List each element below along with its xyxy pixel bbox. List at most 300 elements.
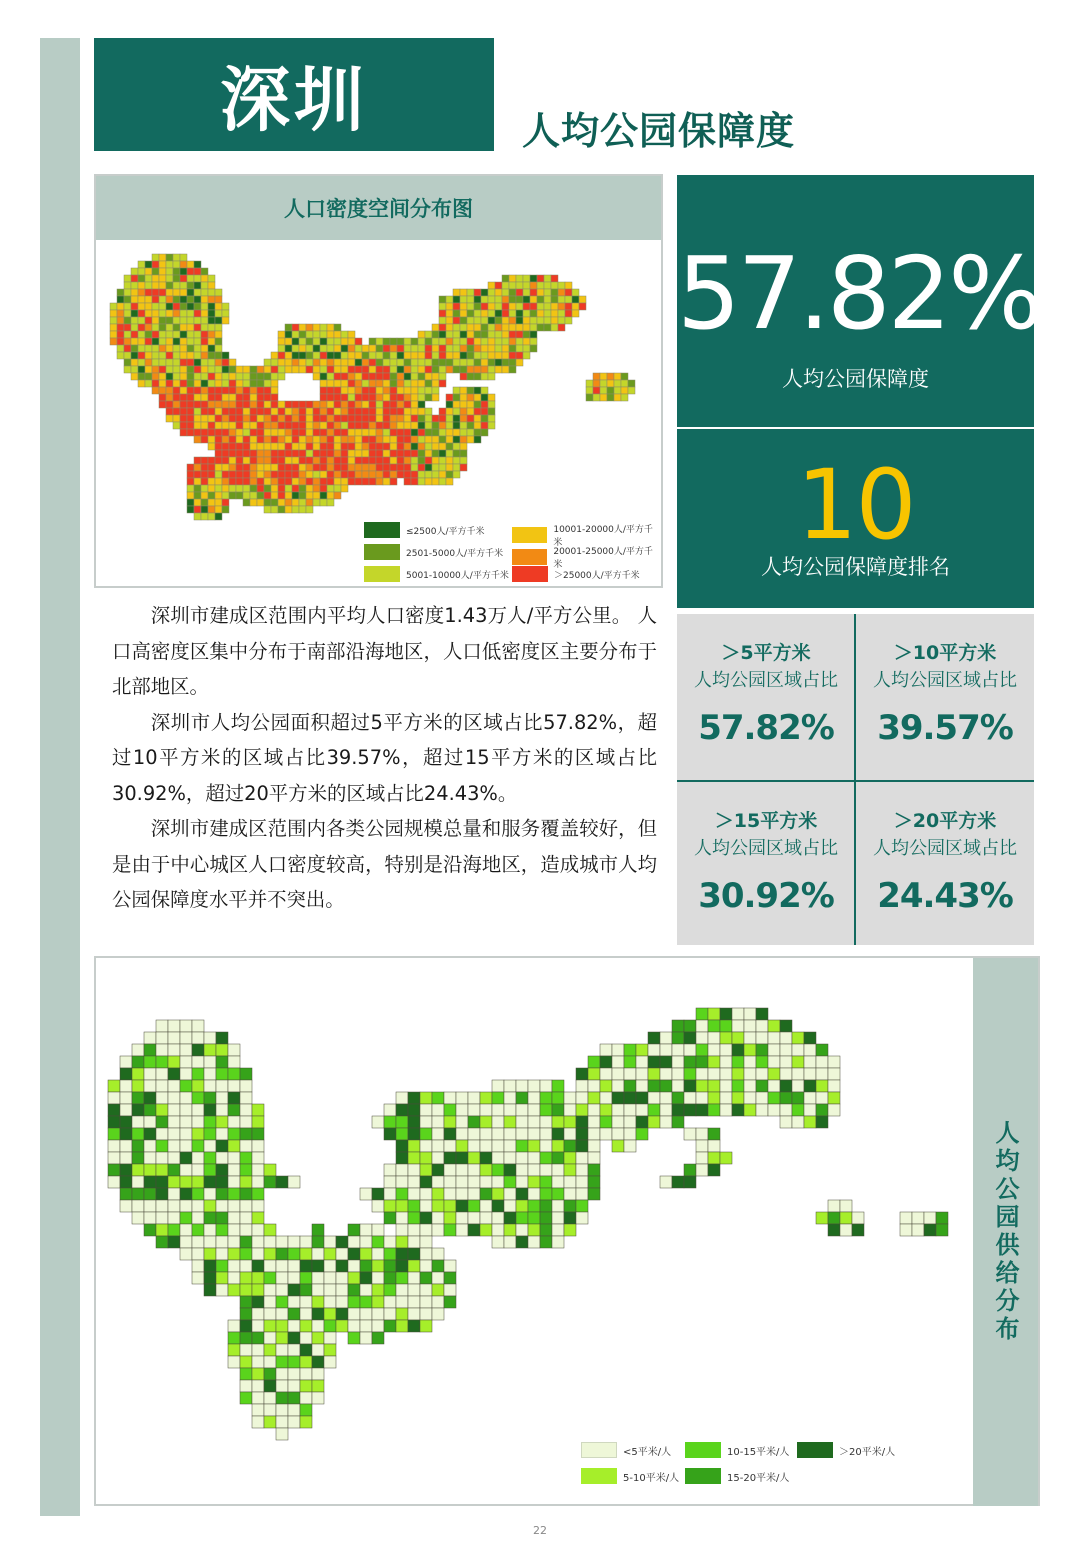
map-cell [588, 1176, 600, 1188]
map-cell [624, 1104, 636, 1116]
map-cell [840, 1212, 852, 1224]
map-cell [194, 492, 201, 499]
map-cell [418, 408, 425, 415]
map-cell [292, 422, 299, 429]
map-cell [222, 492, 229, 499]
map-cell [708, 1020, 720, 1032]
map-cell [362, 373, 369, 380]
map-cell [912, 1212, 924, 1224]
map-cell [481, 422, 488, 429]
map-cell [528, 1128, 540, 1140]
map-cell [384, 1236, 396, 1248]
map-cell [180, 1092, 192, 1104]
map-cell [756, 1104, 768, 1116]
map-cell [334, 492, 341, 499]
map-cell [453, 352, 460, 359]
map-cell [222, 408, 229, 415]
map-cell [194, 352, 201, 359]
map-cell [156, 1080, 168, 1092]
map-cell [468, 1224, 480, 1236]
map-cell [444, 1272, 456, 1284]
map-cell [780, 1056, 792, 1068]
map-cell [453, 457, 460, 464]
map-cell [152, 275, 159, 282]
map-cell [744, 1044, 756, 1056]
map-cell [240, 1248, 252, 1260]
map-cell [341, 380, 348, 387]
map-cell [453, 366, 460, 373]
map-cell [383, 471, 390, 478]
map-cell [216, 1140, 228, 1152]
map-cell [222, 443, 229, 450]
map-cell [271, 366, 278, 373]
map-cell [216, 1068, 228, 1080]
map-cell [313, 499, 320, 506]
map-cell [672, 1020, 684, 1032]
map-cell [159, 324, 166, 331]
map-cell [530, 345, 537, 352]
map-cell [336, 1296, 348, 1308]
map-cell [360, 1320, 372, 1332]
map-cell [432, 422, 439, 429]
map-cell [299, 408, 306, 415]
map-cell [492, 1236, 504, 1248]
map-cell [180, 1200, 192, 1212]
map-cell [446, 408, 453, 415]
map-cell [537, 275, 544, 282]
map-cell [467, 401, 474, 408]
map-cell [492, 1080, 504, 1092]
map-cell [229, 471, 236, 478]
map-cell [320, 401, 327, 408]
map-cell [192, 1188, 204, 1200]
map-cell [528, 1104, 540, 1116]
map-cell [425, 436, 432, 443]
map-cell [588, 1164, 600, 1176]
map-cell [460, 331, 467, 338]
map-cell [194, 422, 201, 429]
map-cell [576, 1104, 588, 1116]
map-cell [194, 464, 201, 471]
map-cell [278, 401, 285, 408]
map-cell [444, 1200, 456, 1212]
map-cell [324, 1272, 336, 1284]
map-cell [278, 359, 285, 366]
map-cell [250, 380, 257, 387]
map-cell [228, 1248, 240, 1260]
map-cell [194, 478, 201, 485]
map-cell [240, 1128, 252, 1140]
map-cell [252, 1224, 264, 1236]
map-cell [192, 1128, 204, 1140]
map-cell [292, 401, 299, 408]
supply-map-side-label [973, 958, 1038, 1506]
map-cell [208, 471, 215, 478]
map-cell [446, 443, 453, 450]
map-cell [756, 1032, 768, 1044]
map-cell [362, 380, 369, 387]
map-cell [257, 380, 264, 387]
page-number: 22 [533, 1524, 547, 1537]
map-cell [432, 1212, 444, 1224]
map-cell [432, 1308, 444, 1320]
map-cell [672, 1068, 684, 1080]
map-cell [446, 317, 453, 324]
map-cell [362, 345, 369, 352]
map-cell [744, 1080, 756, 1092]
map-cell [240, 1236, 252, 1248]
map-cell [243, 443, 250, 450]
map-cell [173, 366, 180, 373]
map-cell [208, 464, 215, 471]
map-cell [384, 1164, 396, 1176]
map-cell [320, 436, 327, 443]
map-cell [228, 1104, 240, 1116]
map-cell [278, 415, 285, 422]
map-cell [156, 1236, 168, 1248]
map-cell [456, 1212, 468, 1224]
map-cell [215, 352, 222, 359]
map-cell [492, 1152, 504, 1164]
map-cell [572, 303, 579, 310]
map-cell [334, 422, 341, 429]
map-cell [236, 422, 243, 429]
map-cell [523, 282, 530, 289]
map-cell [551, 296, 558, 303]
map-cell [313, 345, 320, 352]
map-cell [264, 1176, 276, 1188]
map-cell [756, 1068, 768, 1080]
map-cell [341, 443, 348, 450]
map-cell [474, 338, 481, 345]
map-cell [552, 1152, 564, 1164]
legend-swatch [512, 566, 548, 582]
map-cell [173, 380, 180, 387]
map-cell [187, 464, 194, 471]
map-cell [271, 429, 278, 436]
map-cell [201, 317, 208, 324]
map-cell [648, 1116, 660, 1128]
map-cell [600, 1116, 612, 1128]
map-cell [396, 1212, 408, 1224]
map-cell [192, 1212, 204, 1224]
map-cell [187, 275, 194, 282]
map-cell [372, 1188, 384, 1200]
legend-item [685, 1468, 789, 1484]
map-cell [418, 394, 425, 401]
map-cell [614, 373, 621, 380]
map-cell [222, 394, 229, 401]
map-cell [138, 352, 145, 359]
map-cell [551, 317, 558, 324]
map-cell [204, 1128, 216, 1140]
map-cell [396, 1260, 408, 1272]
map-cell [404, 450, 411, 457]
map-cell [288, 1416, 300, 1428]
map-cell [420, 1152, 432, 1164]
map-cell [264, 471, 271, 478]
map-cell [194, 324, 201, 331]
map-cell [194, 303, 201, 310]
map-cell [528, 1224, 540, 1236]
map-cell [516, 1128, 528, 1140]
map-cell [488, 317, 495, 324]
map-cell [404, 422, 411, 429]
map-cell [250, 450, 257, 457]
map-cell [240, 1212, 252, 1224]
map-cell [306, 366, 313, 373]
map-cell [132, 1068, 144, 1080]
map-cell [120, 1128, 132, 1140]
map-cell [313, 478, 320, 485]
map-cell [411, 408, 418, 415]
map-cell [341, 415, 348, 422]
map-cell [208, 429, 215, 436]
map-cell [159, 303, 166, 310]
map-cell [396, 1176, 408, 1188]
map-cell [341, 394, 348, 401]
map-cell [481, 296, 488, 303]
map-cell [320, 408, 327, 415]
map-cell [396, 1236, 408, 1248]
map-cell [384, 1284, 396, 1296]
map-cell [192, 1200, 204, 1212]
map-cell [320, 443, 327, 450]
map-cell [852, 1212, 864, 1224]
map-cell [276, 1296, 288, 1308]
map-cell [425, 471, 432, 478]
map-cell [278, 443, 285, 450]
map-cell [408, 1308, 420, 1320]
map-cell [204, 1068, 216, 1080]
map-cell [840, 1200, 852, 1212]
map-cell [228, 1344, 240, 1356]
map-cell [537, 310, 544, 317]
map-cell [159, 359, 166, 366]
map-cell [288, 1284, 300, 1296]
map-cell [540, 1176, 552, 1188]
map-cell [372, 1260, 384, 1272]
map-cell [439, 408, 446, 415]
map-cell [636, 1116, 648, 1128]
legend-item [797, 1442, 895, 1458]
map-cell [204, 1116, 216, 1128]
map-cell [145, 366, 152, 373]
map-cell [530, 331, 537, 338]
legend-swatch [685, 1468, 721, 1484]
map-cell [439, 450, 446, 457]
map-cell [420, 1200, 432, 1212]
map-cell [628, 380, 635, 387]
map-cell [648, 1104, 660, 1116]
map-cell [684, 1164, 696, 1176]
map-cell [384, 1188, 396, 1200]
map-cell [804, 1044, 816, 1056]
map-cell [418, 436, 425, 443]
map-cell [804, 1092, 816, 1104]
map-cell [369, 366, 376, 373]
map-cell [285, 485, 292, 492]
map-cell [453, 359, 460, 366]
map-cell [215, 380, 222, 387]
map-cell [208, 394, 215, 401]
map-cell [684, 1068, 696, 1080]
map-cell [600, 1056, 612, 1068]
map-cell [159, 394, 166, 401]
map-cell [408, 1224, 420, 1236]
map-cell [390, 422, 397, 429]
map-cell [180, 359, 187, 366]
map-cell [320, 394, 327, 401]
map-cell [257, 394, 264, 401]
map-cell [288, 1392, 300, 1404]
map-cell [312, 1284, 324, 1296]
map-cell [390, 401, 397, 408]
map-cell [145, 261, 152, 268]
map-cell [537, 296, 544, 303]
map-cell [194, 401, 201, 408]
map-cell [432, 1296, 444, 1308]
map-cell [208, 478, 215, 485]
map-cell [720, 1056, 732, 1068]
map-cell [156, 1128, 168, 1140]
map-cell [228, 1356, 240, 1368]
map-cell [600, 1104, 612, 1116]
map-cell [327, 471, 334, 478]
map-cell [276, 1308, 288, 1320]
map-cell [145, 324, 152, 331]
map-cell [411, 394, 418, 401]
map-cell [621, 380, 628, 387]
map-cell [264, 394, 271, 401]
map-cell [432, 394, 439, 401]
map-cell [240, 1284, 252, 1296]
map-cell [516, 1224, 528, 1236]
map-cell [453, 331, 460, 338]
legend-label: ≤2500人/平方千米 [406, 526, 485, 537]
map-cell [215, 415, 222, 422]
map-cell [614, 380, 621, 387]
map-cell [404, 338, 411, 345]
map-cell [306, 422, 313, 429]
map-cell [383, 338, 390, 345]
map-cell [222, 352, 229, 359]
map-cell [108, 1116, 120, 1128]
map-cell [408, 1140, 420, 1152]
map-cell [257, 401, 264, 408]
map-cell [397, 436, 404, 443]
map-cell [516, 331, 523, 338]
map-cell [481, 387, 488, 394]
map-cell [468, 1164, 480, 1176]
map-cell [467, 436, 474, 443]
map-cell [900, 1212, 912, 1224]
map-cell [502, 289, 509, 296]
map-cell [229, 366, 236, 373]
map-cell [300, 1356, 312, 1368]
map-cell [460, 415, 467, 422]
map-cell [516, 345, 523, 352]
map-cell [313, 443, 320, 450]
map-cell [312, 1320, 324, 1332]
map-cell [453, 303, 460, 310]
map-cell [384, 1116, 396, 1128]
map-cell [444, 1092, 456, 1104]
legend-label: 5-10平米/人 [623, 1472, 680, 1484]
map-cell [576, 1176, 588, 1188]
map-cell [530, 324, 537, 331]
map-cell [372, 1272, 384, 1284]
legend-label: 10001-20000人/平方千米 [553, 525, 653, 548]
map-cell [467, 331, 474, 338]
map-cell [201, 457, 208, 464]
map-cell [348, 1260, 360, 1272]
map-cell [215, 485, 222, 492]
map-cell [192, 1260, 204, 1272]
map-cell [425, 331, 432, 338]
map-cell [341, 464, 348, 471]
map-cell [292, 324, 299, 331]
map-cell [327, 380, 334, 387]
map-cell [320, 359, 327, 366]
map-cell [408, 1188, 420, 1200]
map-cell [420, 1128, 432, 1140]
map-cell [285, 338, 292, 345]
map-cell [502, 331, 509, 338]
map-cell [672, 1080, 684, 1092]
map-cell [516, 289, 523, 296]
map-cell [320, 345, 327, 352]
map-cell [467, 345, 474, 352]
map-cell [252, 1284, 264, 1296]
stat-cell [856, 614, 1034, 779]
map-cell [201, 324, 208, 331]
map-cell [439, 310, 446, 317]
map-cell [132, 1176, 144, 1188]
map-cell [474, 415, 481, 422]
map-cell [159, 296, 166, 303]
map-cell [780, 1104, 792, 1116]
map-cell [180, 1152, 192, 1164]
map-cell [425, 450, 432, 457]
map-cell [408, 1176, 420, 1188]
map-cell [439, 352, 446, 359]
map-cell [768, 1068, 780, 1080]
map-cell [264, 450, 271, 457]
map-cell [397, 373, 404, 380]
map-cell [252, 1272, 264, 1284]
map-cell [243, 373, 250, 380]
map-cell [166, 303, 173, 310]
map-cell [236, 443, 243, 450]
map-cell [215, 289, 222, 296]
map-cell [420, 1272, 432, 1284]
map-cell [201, 471, 208, 478]
map-cell [523, 289, 530, 296]
map-cell [446, 352, 453, 359]
side-stripe [40, 38, 80, 1516]
map-cell [187, 478, 194, 485]
map-cell [467, 366, 474, 373]
map-cell [397, 359, 404, 366]
map-cell [131, 268, 138, 275]
map-cell [504, 1164, 516, 1176]
map-cell [208, 457, 215, 464]
map-cell [768, 1056, 780, 1068]
map-cell [327, 366, 334, 373]
map-cell [768, 1020, 780, 1032]
map-cell [156, 1188, 168, 1200]
